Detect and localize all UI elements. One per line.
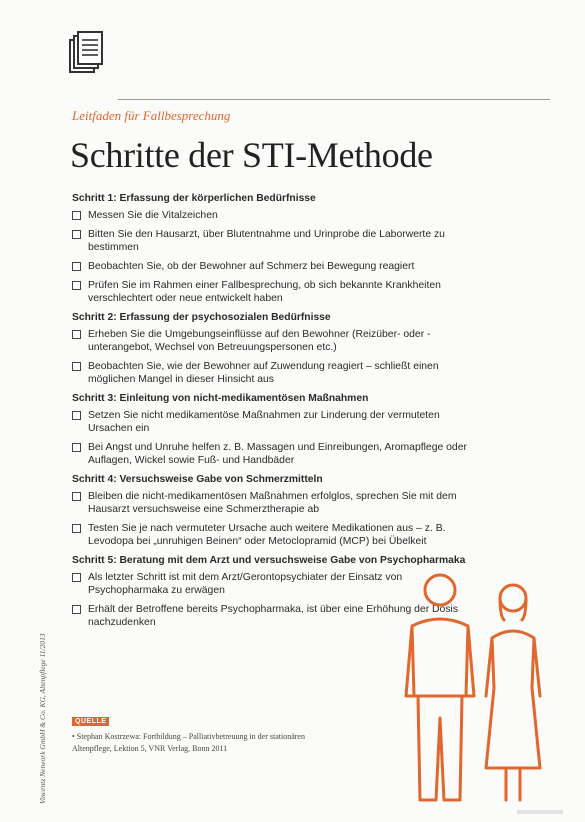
checklist-item: Beobachten Sie, wie der Bewohner auf Zuwendung reagiert – schließt einen möglichen Mangel in dieser Hinsicht aus [72, 360, 480, 386]
checklist-item: Bitten Sie den Hausarzt, über Blutentnahme und Urinprobe die Laborwerte zu bestimmen [72, 228, 480, 254]
checklist-item: Testen Sie je nach vermuteter Ursache auch weitere Medikationen aus – z. B. Levodopa bei „unruhigen Beinen“ oder Metoclopramid (MCP) bei Übelkeit [72, 522, 480, 548]
man-figure-icon [406, 575, 474, 800]
checklist-item: Messen Sie die Vitalzeichen [72, 209, 480, 222]
step-3 [72, 392, 480, 467]
people-illustration [400, 568, 550, 808]
source-text: • Stephan Kostrzewa: Fortbildung – Palliativbetreuung in der stationären Altenpflege, Lektion 5, VNR Verlag, Bonn 2011 [72, 732, 305, 753]
checklist-item: Setzen Sie nicht medikamentöse Maßnahmen zur Linderung der vermuteten Ursachen ein [72, 409, 480, 435]
copyright-text: Vincentz Network GmbH & Co. KG, Altenpflege 11/2013 [38, 633, 47, 804]
source-label: QUELLE [72, 717, 109, 726]
step-title: Schritt 4: Versuchsweise Gabe von Schmerzmitteln [72, 474, 323, 485]
woman-figure-icon [486, 585, 540, 800]
checkbox-icon [72, 524, 81, 533]
step-1 [72, 192, 480, 305]
step-title: Schritt 3: Einleitung von nicht-medikamentösen Maßnahmen [72, 393, 369, 404]
checklist-item: Bei Angst und Unruhe helfen z. B. Massagen und Einreibungen, Aromapflege oder Auflagen, Wickel sowie Fuß- und Handbäder [72, 441, 480, 467]
checkbox-icon [72, 492, 81, 501]
checklist-item: Prüfen Sie im Rahmen einer Fallbesprechung, ob sich bekannte Krankheiten verschlechtert oder neue entwickelt haben [72, 279, 480, 305]
page-title: Schritte der STI-Methode [70, 135, 433, 175]
checklist-item: Erhält der Betroffene bereits Psychopharmaka, ist über eine Erhöhung der Dosis nachzudenken [72, 603, 480, 629]
checkbox-icon [72, 573, 81, 582]
step-2 [72, 311, 480, 386]
top-divider [118, 99, 550, 100]
checklist-item: Beobachten Sie, ob der Bewohner auf Schmerz bei Bewegung reagiert [72, 260, 480, 273]
step-title: Schritt 1: Erfassung der körperlichen Bedürfnisse [72, 193, 316, 204]
section-kicker: Leitfaden für Fallbesprechung [72, 108, 231, 123]
checklist-item: Als letzter Schritt ist mit dem Arzt/Gerontopsychiater der Einsatz von Psychopharmaka zu erwägen [72, 571, 480, 597]
document-icon [68, 30, 104, 76]
page-marker [517, 810, 563, 814]
checkbox-icon [72, 362, 81, 371]
step-title: Schritt 2: Erfassung der psychosozialen Bedürfnisse [72, 312, 331, 323]
step-4 [72, 473, 480, 548]
checklist-item: Bleiben die nicht-medikamentösen Maßnahmen erfolglos, sprechen Sie mit dem Hausarzt versuchsweise eine Schmerztherapie ab [72, 490, 480, 516]
checkbox-icon [72, 230, 81, 239]
checkbox-icon [72, 262, 81, 271]
step-title: Schritt 5: Beratung mit dem Arzt und versuchsweise Gabe von Psychopharmaka [72, 555, 466, 566]
checkbox-icon [72, 330, 81, 339]
checklist-item: Erheben Sie die Umgebungseinflüsse auf den Bewohner (Reizüber- oder -unterangebot, Wechsel von Betreuungspersonen etc.) [72, 328, 480, 354]
checkbox-icon [72, 605, 81, 614]
checkbox-icon [72, 211, 81, 220]
checkbox-icon [72, 411, 81, 420]
checkbox-icon [72, 443, 81, 452]
checkbox-icon [72, 281, 81, 290]
